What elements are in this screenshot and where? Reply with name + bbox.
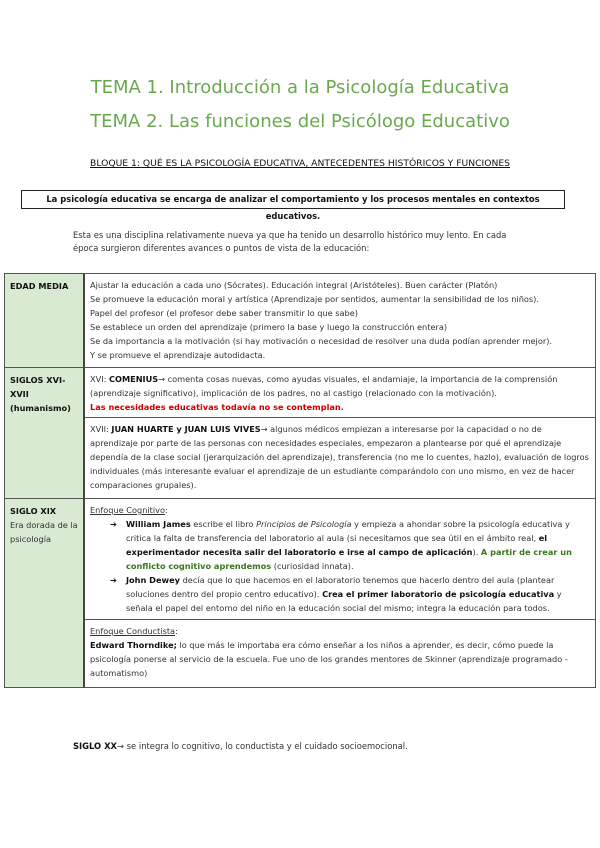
huarte-vives-text: → algunos médicos empiezan a interesarse por la capacidad o no de aprendizaje por parte de las personas con necesidades especiales, empezaron a plantearse por qué el aprendizaje dependía de la clase social (jerarquización del aprendizaje), transferencia (no me lo cuentes, hazlo), evaluación de logros individuales (más interesante evaluar el aprendizaje de un estudiante comparándolo con uno mismo, en vez de hacer comparaciones grupales). xyxy=(90,424,589,490)
century-prefix: XVII: xyxy=(90,424,112,434)
text: ). xyxy=(472,547,481,557)
text-line: Se da importancia a la motivación (si hay motivación o necesidad de resolver una duda podían aprender mejor). xyxy=(90,336,552,346)
text-line: Y se promueve el aprendizaje autodidacta. xyxy=(90,350,266,360)
text: y empieza a ahondar sobre la psicología educativa y critica la falta de transferencia del laboratorio al aula (si necesitamos que sea útil en el ámbito real, xyxy=(126,519,570,543)
arrow-bullet-icon: ➔ xyxy=(110,575,117,585)
highlight-green: A partir de crear un conflicto cognitivo aprendemos xyxy=(126,547,572,571)
text-line: Se promueve la educación moral y artística (Aprendizaje por sentidos, aumentar la sensibilidad de los niños). xyxy=(90,294,539,304)
comenius-text: → comenta cosas nuevas, como ayudas visuales, el andamiaje, la importancia de la comprensión (aprendizaje significativo), implicación de los padres, no al castigo (relacionado con la motivación). xyxy=(90,374,558,398)
era-label: SIGLOS XVI-XVII xyxy=(10,375,66,399)
footer-siglo-xx xyxy=(73,741,573,751)
era-sublabel: Era dorada de la psicología xyxy=(10,520,78,544)
author-huarte-vives: JUAN HUARTE y JUAN LUIS VIVES xyxy=(111,424,261,434)
content-cell-xvi xyxy=(84,368,596,418)
text: decía que lo que hacemos en el laboratorio tenemos que hacerlo dentro del aula (plantear soluciones dentro del propio centro educativo). xyxy=(126,575,555,599)
century-prefix: XVI: xyxy=(90,374,109,384)
enfoque-conductista-title: Enfoque Conductista xyxy=(90,626,176,636)
title-tema-1: TEMA 1. Introducción a la Psicología Educativa xyxy=(90,77,510,98)
bold-text: el experimentador necesita salir del laboratorio e irse al campo de aplicación xyxy=(126,533,548,557)
arrow-bullet-icon: ➔ xyxy=(110,519,117,529)
text-line: Se establece un orden del aprendizaje (primero la base y luego la construcción entera) xyxy=(90,322,448,332)
colon: : xyxy=(165,505,168,515)
row-siglo-xix xyxy=(5,499,596,620)
text: y señala el papel del entorno del niño en la educación social del mismo; integra la educación para todos. xyxy=(126,589,562,613)
author-comenius: COMENIUS xyxy=(109,374,159,384)
author-thorndike: Edward Thorndike; xyxy=(90,640,177,650)
bloque-heading: BLOQUE 1: QUÉ ES LA PSICOLOGÍA EDUCATIVA, ANTECEDENTES HISTÓRICOS Y FUNCIONES xyxy=(90,158,510,169)
footer-text: → se integra lo cognitivo, lo conductista y el cuidado socioemocional. xyxy=(117,741,408,751)
era-sublabel: (humanismo) xyxy=(10,403,71,413)
content-cell-xvii xyxy=(84,418,596,499)
era-label: SIGLO XIX xyxy=(10,506,57,516)
era-label: EDAD MEDIA xyxy=(10,281,69,291)
enfoque-cognitivo-title: Enfoque Cognitivo xyxy=(90,505,166,515)
thorndike-text: lo que más le importaba era cómo enseñar a los niños a aprender, es decir, cómo puede la psicología ponerse al servicio de la escuela. Fue uno de los grandes mentores de Skinner (aprendizaje programado - automatismo) xyxy=(90,640,568,678)
definition-box: La psicología educativa se encarga de analizar el comportamiento y los procesos mentales en contextos educativos. xyxy=(21,190,565,209)
text: escribe el libro xyxy=(190,519,257,529)
content-cell-cognitivo xyxy=(84,499,596,620)
title-tema-2: TEMA 2. Las funciones del Psicólogo Educativo xyxy=(90,111,510,132)
author-john-dewey: John Dewey xyxy=(126,575,180,585)
bold-text: Crea el primer laboratorio de psicología educativa xyxy=(322,589,555,599)
row-edad-media xyxy=(5,274,596,368)
history-table xyxy=(4,273,596,688)
era-cell-siglos xyxy=(5,368,85,499)
bullet-william-james xyxy=(90,517,590,573)
text-line: Ajustar la educación a cada uno (Sócrates). Educación integral (Aristóteles). Buen carácter (Platón) xyxy=(90,280,498,290)
row-conductista xyxy=(5,620,596,688)
text: (curiosidad innata). xyxy=(271,561,354,571)
text-line: Papel del profesor (el profesor debe saber transmitir lo que sabe) xyxy=(90,308,358,318)
bullet-john-dewey xyxy=(90,573,590,615)
content-cell-conductista xyxy=(84,620,596,688)
book-title: Principios de Psicología xyxy=(256,519,352,529)
content-cell-edad-media xyxy=(84,274,596,368)
intro-paragraph: Esta es una disciplina relativamente nueva ya que ha tenido un desarrollo histórico muy lento. En cada época surgieron diferentes avances o puntos de vista de la educación: xyxy=(73,230,507,253)
colon: : xyxy=(175,626,178,636)
footer-label: SIGLO XX xyxy=(73,741,118,751)
row-siglos-xvi-xvii xyxy=(5,368,596,418)
era-cell-siglo-xix xyxy=(5,499,85,688)
author-william-james: William James xyxy=(126,519,191,529)
highlight-red: Las necesidades educativas todavía no se contemplan. xyxy=(90,402,344,412)
row-siglo-xvii xyxy=(5,418,596,499)
era-cell-edad-media xyxy=(5,274,85,368)
